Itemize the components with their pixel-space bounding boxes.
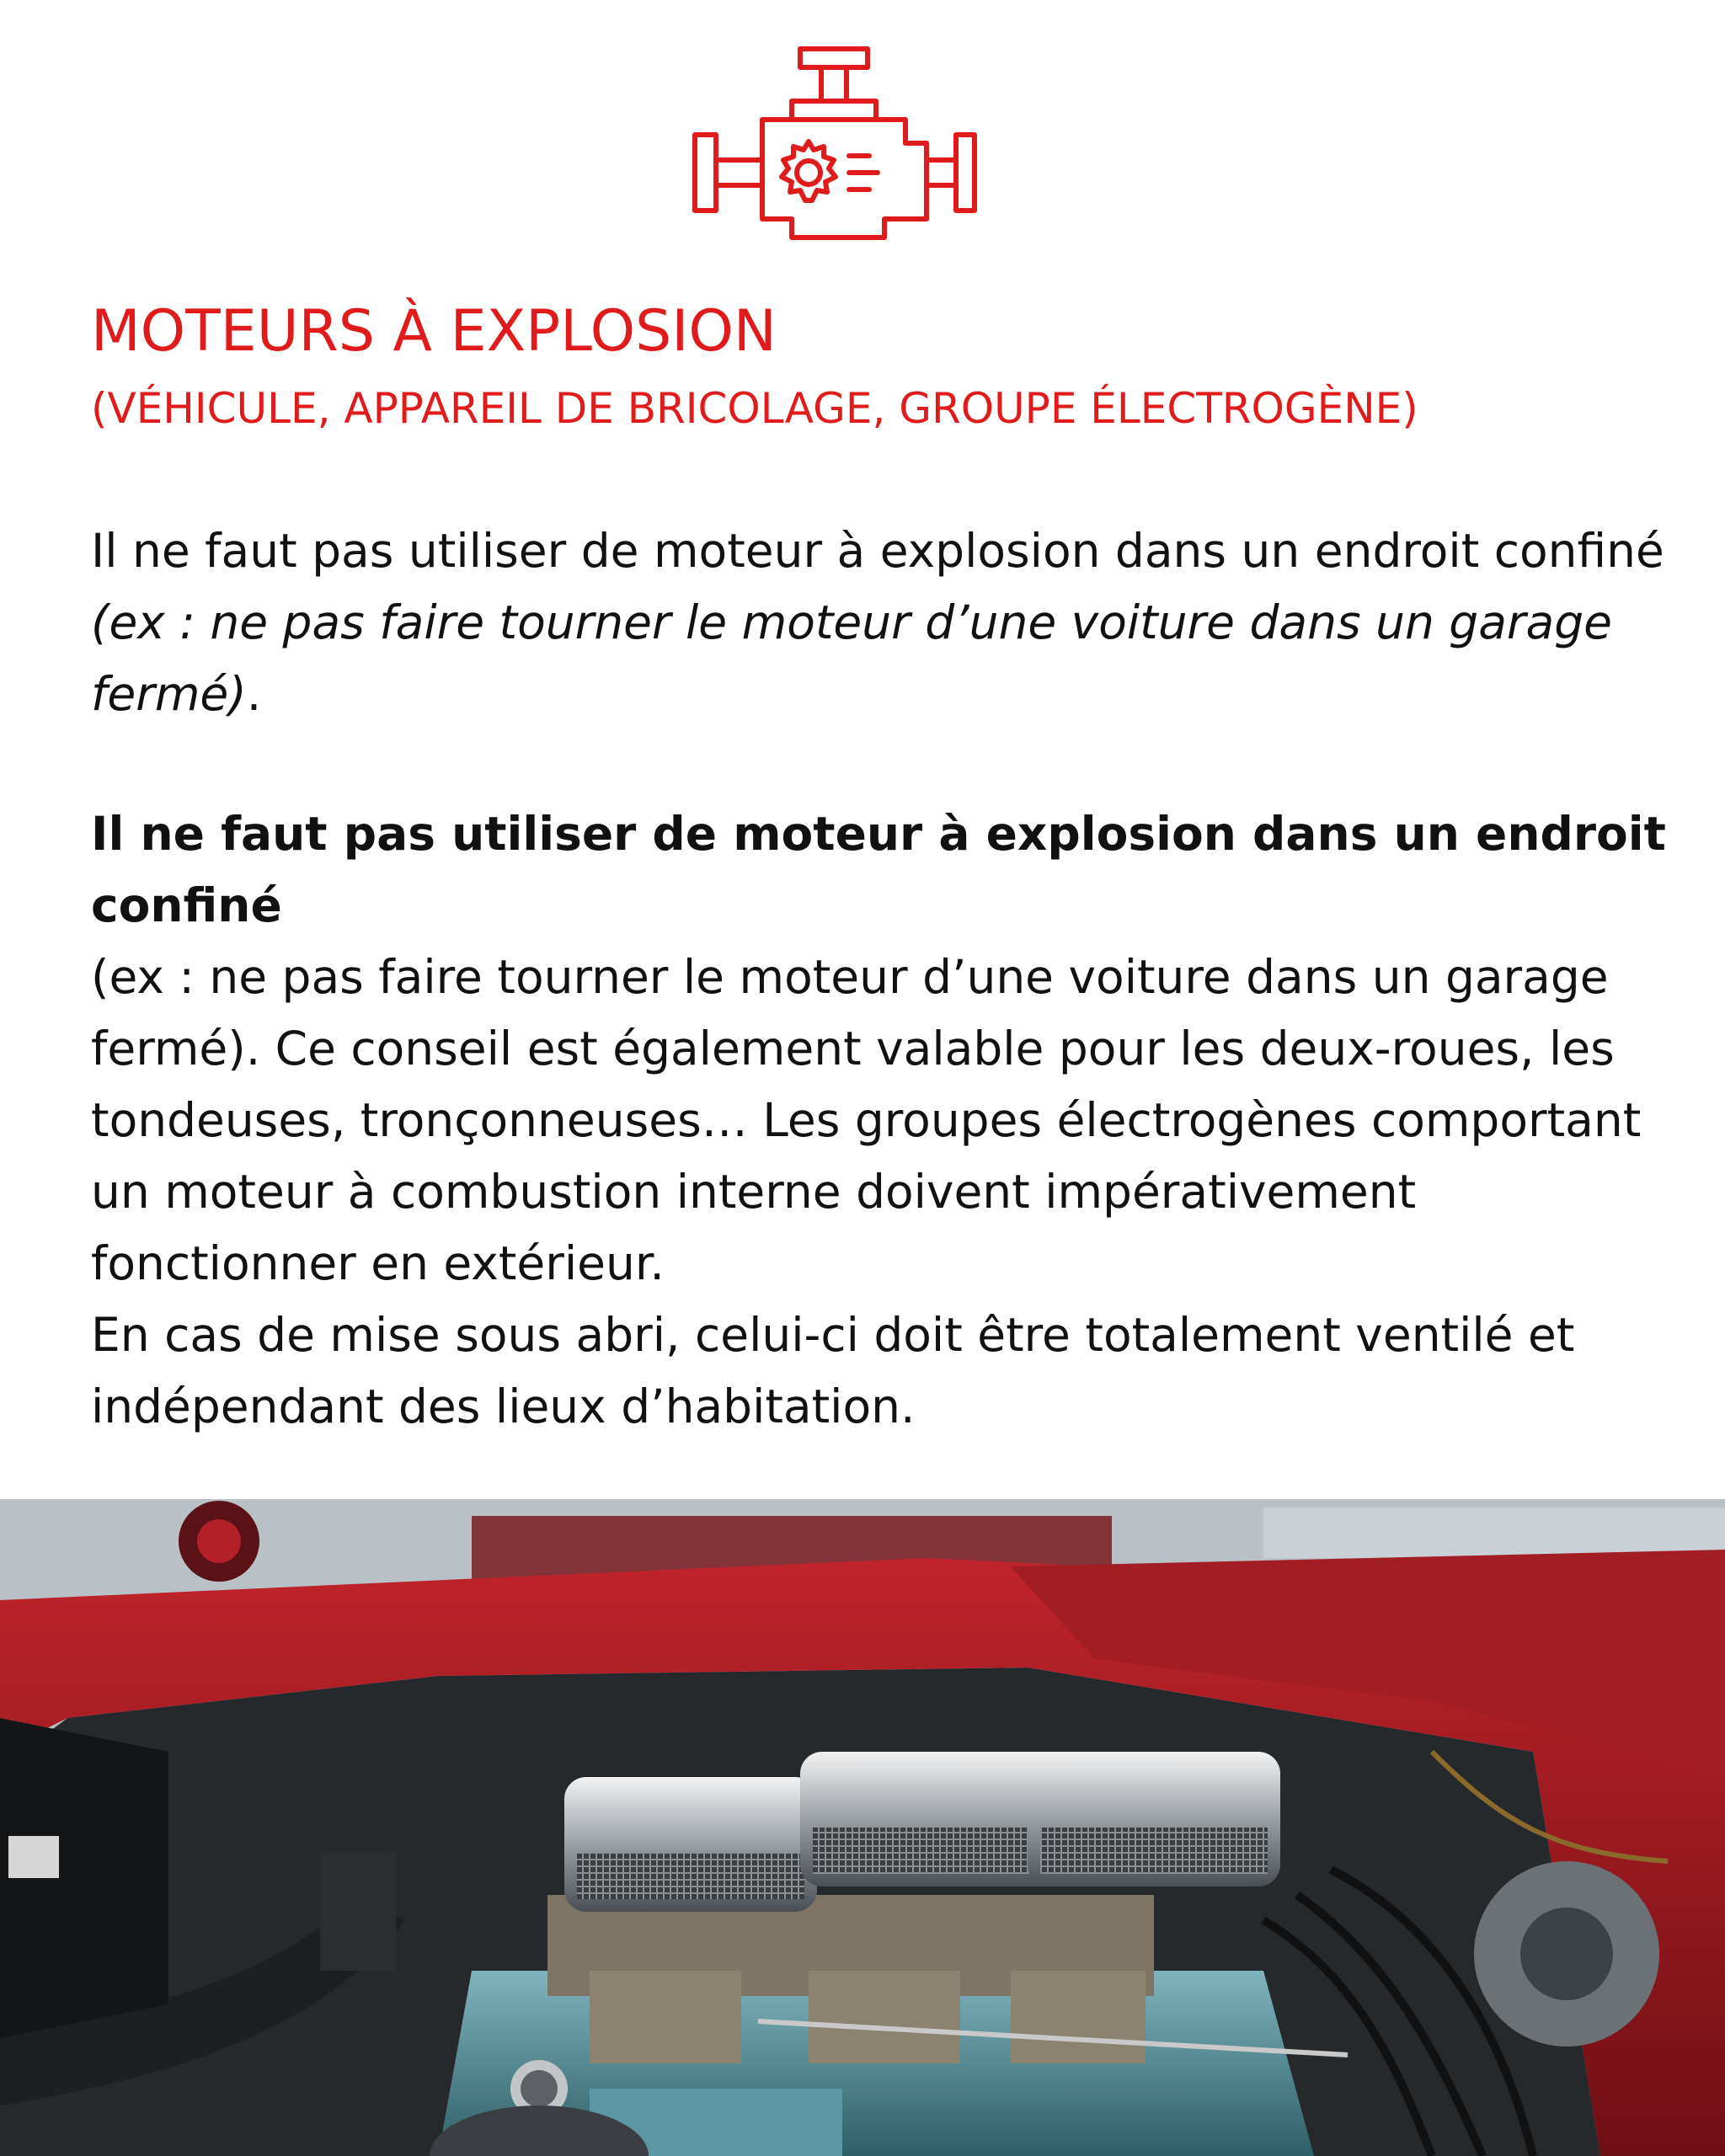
engine-icon bbox=[682, 42, 985, 244]
engine-photo bbox=[0, 1499, 1725, 2156]
intro-example: (ex : ne pas faire tourner le moteur d’une voiture dans un garage fermé) bbox=[91, 595, 1612, 721]
detail-lead: Il ne faut pas utiliser de moteur à explosion dans un endroit confiné bbox=[91, 807, 1666, 932]
intro-text: Il ne faut pas utiliser de moteur à explosion dans un endroit confiné bbox=[91, 524, 1664, 578]
intro-end: . bbox=[246, 667, 262, 721]
detail-body: (ex : ne pas faire tourner le moteur d’une voiture dans un garage fermé). Ce conseil est également valable pour les deux-roues, les tondeuses, tronçonneuses… Les groupes électrogènes comportant un moteur à combustion interne doivent impérativement fonctionner en extérieur. bbox=[91, 950, 1642, 1290]
intro-paragraph bbox=[91, 515, 1674, 730]
page-title: MOTEURS À EXPLOSION bbox=[91, 298, 777, 365]
detail-body-2: En cas de mise sous abri, celui-ci doit être totalement ventilé et indépendant des lieux d’habitation. bbox=[91, 1308, 1575, 1433]
detail-paragraph bbox=[91, 798, 1674, 1443]
page-subtitle: (VÉHICULE, APPAREIL DE BRICOLAGE, GROUPE ÉLECTROGÈNE) bbox=[91, 384, 1418, 433]
